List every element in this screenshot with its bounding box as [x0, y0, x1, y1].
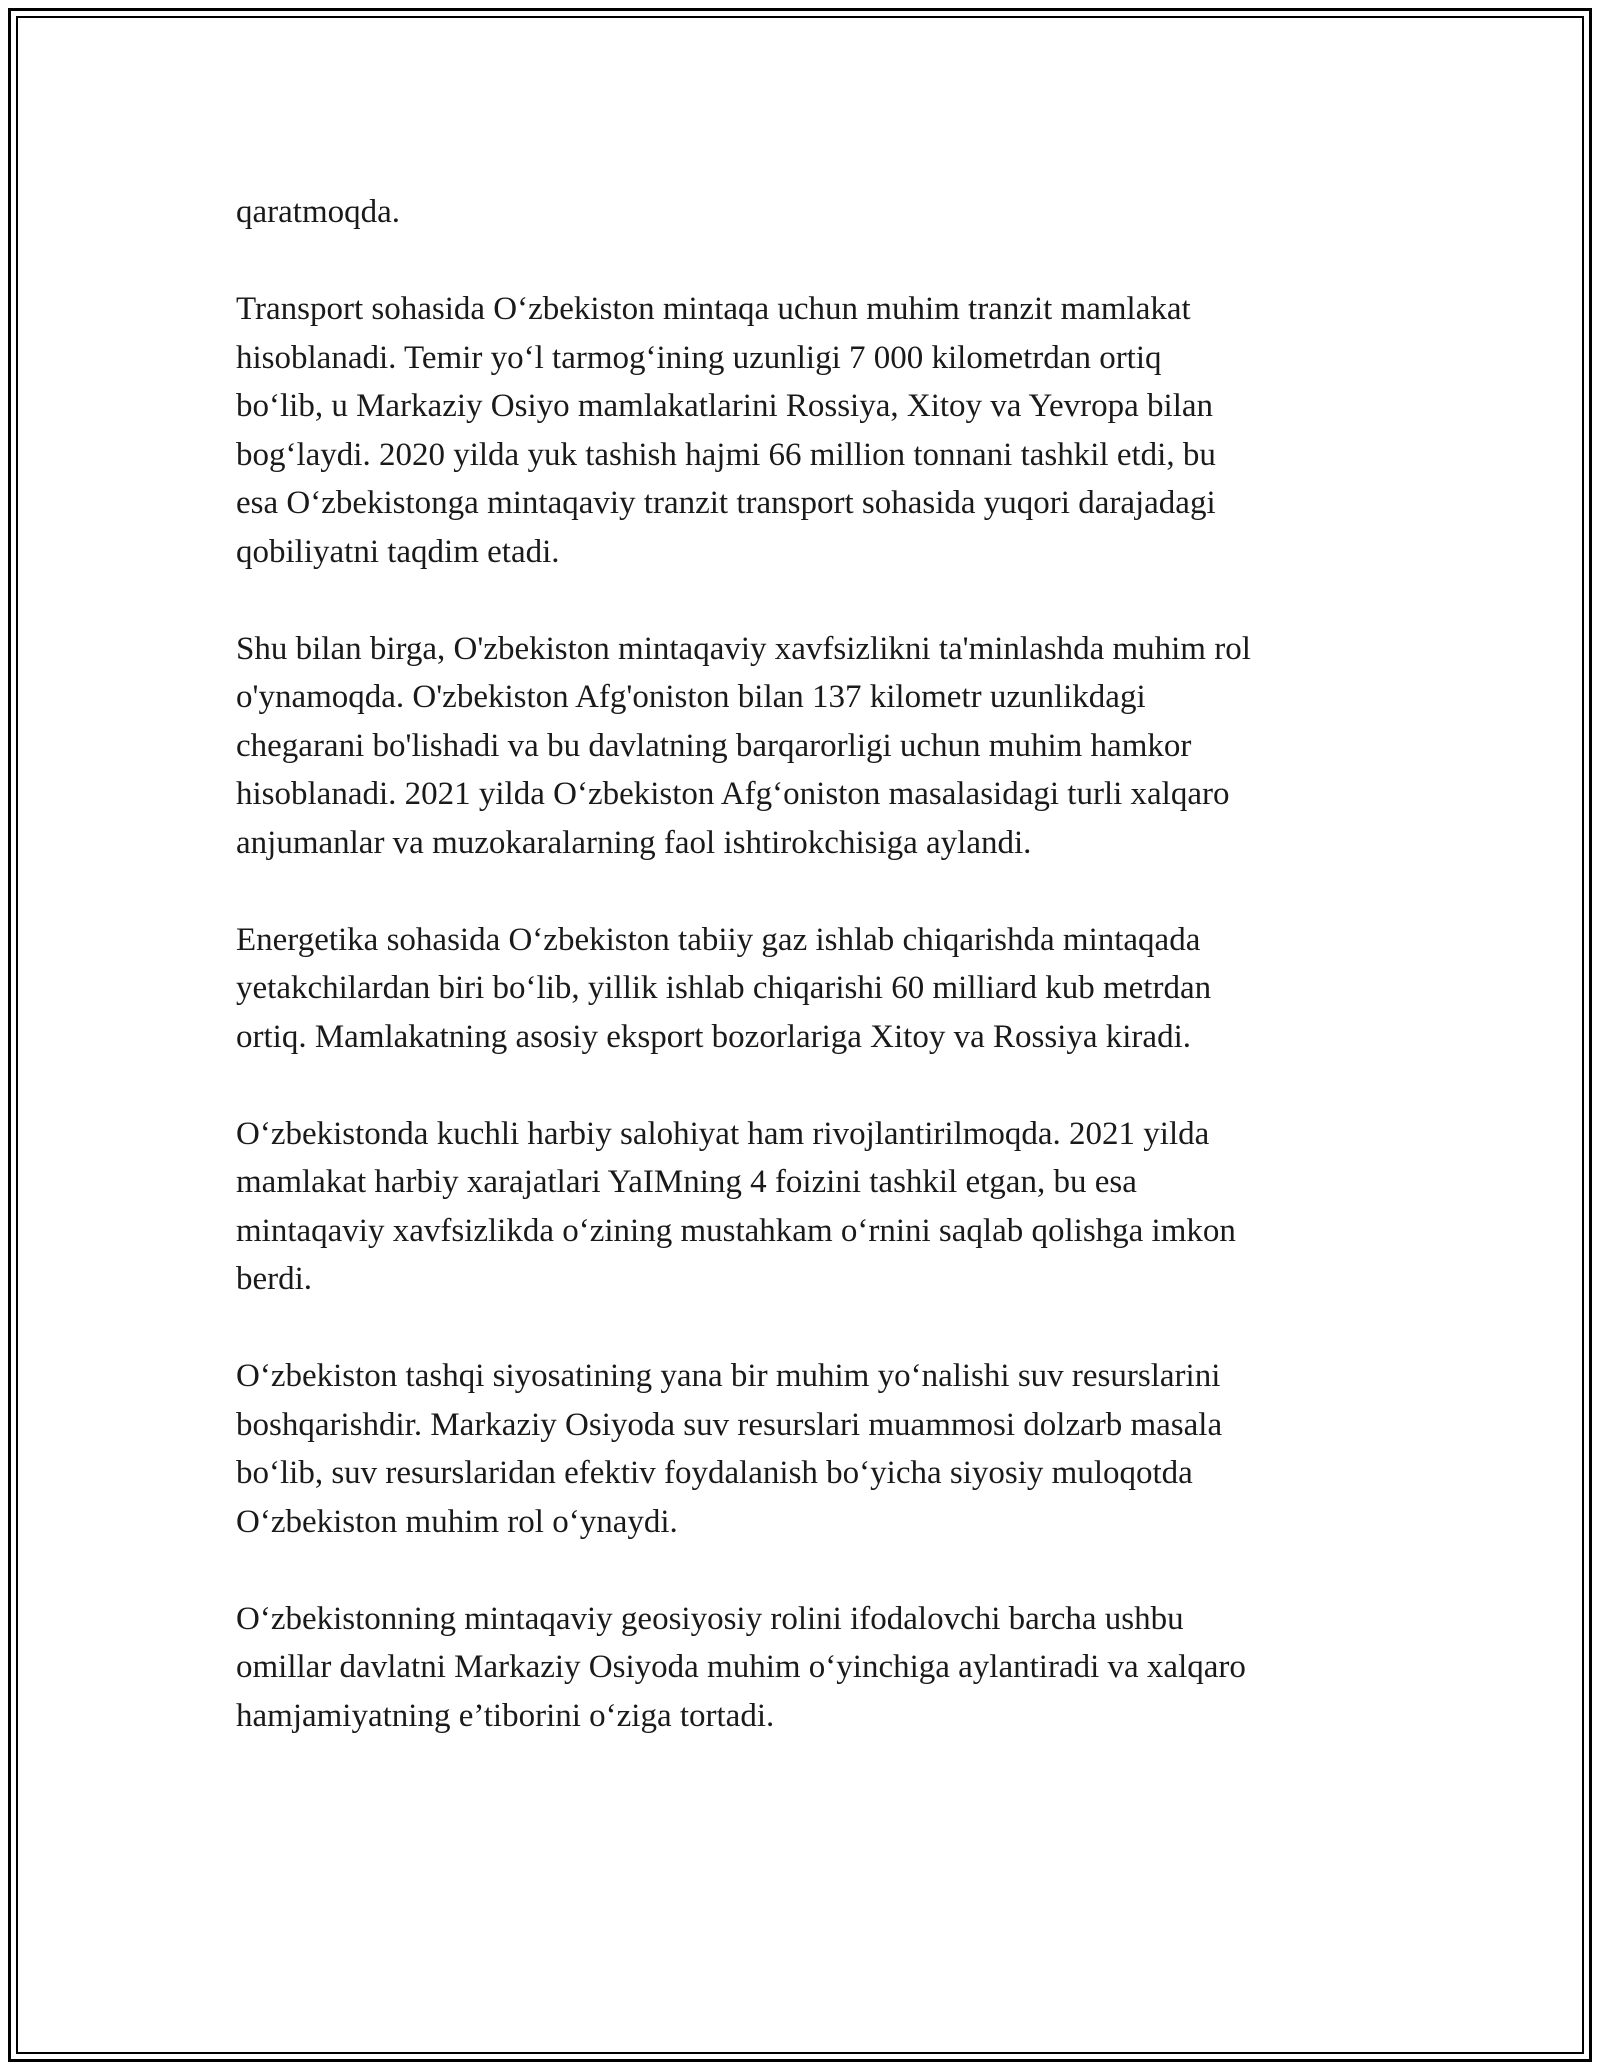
paragraph-transport: Transport sohasida O‘zbekiston mintaqa uchun muhim tranzit mamlakat hisoblanadi. Temir yo‘l tarmog‘ining uzunligi 7 000 kilometrdan ortiq bo‘lib, u Markaziy Osiyo mamlakatlarini Rossiya, Xitoy va Yevropa bilan bog‘laydi. 2020 yilda yuk tashish hajmi 66 million tonnani tashkil etdi, bu esa O‘zbekistonga mintaqaviy tranzit transport sohasida yuqori darajadagi qobiliyatni taqdim etadi. [236, 291, 1216, 570]
paragraph-military: O‘zbekistonda kuchli harbiy salohiyat ham rivojlantirilmoqda. 2021 yilda mamlakat harbiy xarajatlari YaIMning 4 foizini tashkil etgan, bu esa mintaqaviy xavfsizlikda o‘zining mustahkam o‘rnini saqlab qolishga imkon berdi. [236, 1115, 1236, 1297]
paragraph-continuation: qaratmoqda. [236, 194, 401, 230]
document-body [236, 188, 1376, 1789]
paragraph-water: O‘zbekiston tashqi siyosatining yana bir muhim yo‘nalishi suv resurslarini boshqarishdir. Markaziy Osiyoda suv resurslari muammosi dolzarb masala bo‘lib, suv resurslaridan efektiv foydalanish bo‘yicha siyosiy muloqotda O‘zbekiston muhim rol o‘ynaydi. [236, 1358, 1223, 1540]
paragraph-security: Shu bilan birga, O'zbekiston mintaqaviy xavfsizlikni ta'minlashda muhim rol o'ynamoqda. O'zbekiston Afg'oniston bilan 137 kilometr uzunlikdagi chegarani bo'lishadi va bu davlatning barqarorligi uchun muhim hamkor hisoblanadi. 2021 yilda O‘zbekiston Afg‘oniston masalasidagi turli xalqaro anjumanlar va muzokaralarning faol ishtirokchisiga aylandi. [236, 630, 1251, 861]
paragraph-energy: Energetika sohasida O‘zbekiston tabiiy gaz ishlab chiqarishda mintaqada yetakchilardan biri bo‘lib, yillik ishlab chiqarishi 60 milliard kub metrdan ortiq. Mamlakatning asosiy eksport bozorlariga Xitoy va Rossiya kiradi. [236, 921, 1212, 1055]
paragraph-conclusion: O‘zbekistonning mintaqaviy geosiyosiy rolini ifodalovchi barcha ushbu omillar davlatni Markaziy Osiyoda muhim o‘yinchiga aylantiradi va xalqaro hamjamiyatning e’tiborini o‘ziga tortadi. [236, 1600, 1246, 1734]
